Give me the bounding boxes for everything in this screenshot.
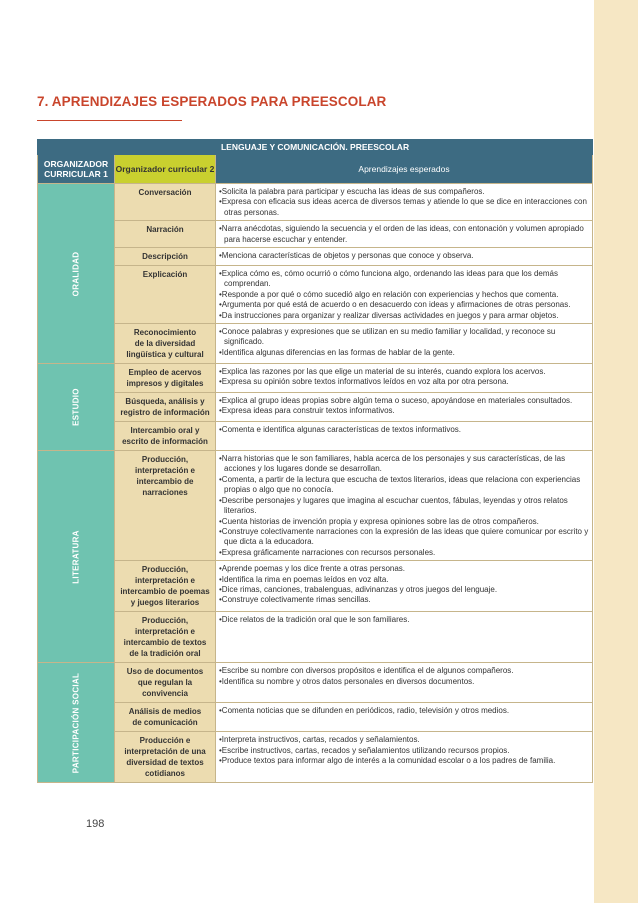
organizer-2-cell: [115, 561, 216, 612]
organizer-2-cell: [115, 364, 216, 393]
table-row: [38, 561, 593, 612]
expected-learnings-cell: [216, 364, 593, 393]
organizer-2-line: impresos y digitales: [126, 379, 204, 389]
table-row: [38, 612, 593, 663]
organizer-2-cell: [115, 732, 216, 783]
expected-learning-item: •Dice rimas, canciones, trabalenguas, adivinanzas y otros juegos del lenguaje.: [219, 584, 498, 594]
organizer-2-line: Explicación: [142, 270, 188, 280]
organizer-2-line: Descripción: [142, 252, 188, 262]
section-title: 7. APRENDIZAJES ESPERADOS PARA PREESCOLAR: [37, 94, 387, 109]
organizer-2-line: y juegos literarios: [130, 598, 200, 608]
organizer-2-line: lingüística y cultural: [126, 350, 204, 360]
expected-learning-item: •Construye colectivamente rimas sencillas.: [219, 595, 371, 605]
expected-learnings-cell: [216, 561, 593, 612]
expected-learnings-cell: [216, 324, 593, 364]
expected-learnings-cell: [216, 221, 593, 248]
organizer-2-cell: [115, 703, 216, 732]
expected-learning-item: •Explica al grupo ideas propias sobre algún tema o suceso, apoyándose en materiales consultados.: [219, 396, 573, 406]
expected-learnings-cell: [216, 393, 593, 422]
expected-learnings-cell: [216, 266, 593, 324]
expected-learning-item: •Expresa gráficamente narraciones con recursos personales.: [219, 547, 436, 557]
expected-learning-item: •Explica las razones por las que elige un material de su interés, cuando explora los acervos.: [219, 367, 546, 377]
organizer-1-label: ORALIDAD: [71, 251, 81, 296]
expected-learnings-cell: [216, 612, 593, 663]
organizer-2-line: interpretación e: [134, 627, 195, 637]
expected-learning-item: •Comenta, a partir de la lectura que escucha de textos literarios, ideas que relaciona con experiencias propias o algo que no conocía.: [219, 474, 581, 495]
expected-learning-item: •Expresa con eficacia sus ideas acerca de diversos temas y atiende lo que se dice en interacciones con otras personas.: [219, 197, 587, 217]
organizer-2-line: convivencia: [142, 689, 188, 699]
expected-learning-item: •Argumenta por qué está de acuerdo o en desacuerdo con ideas y afirmaciones de otras personas.: [219, 300, 571, 310]
organizer-2-line: intercambio de: [136, 477, 194, 487]
expected-learning-item: •Interpreta instructivos, cartas, recados y señalamientos.: [219, 735, 420, 745]
organizer-1-label: LITERATURA: [71, 529, 81, 584]
organizer-2-line: Búsqueda, análisis y: [125, 397, 205, 407]
expected-learning-item: •Describe personajes y lugares que imagina al escuchar cuentos, fábulas, leyendas y otros relatos literarios.: [219, 495, 568, 516]
expected-learning-item: •Solicita la palabra para participar y escucha las ideas de sus compañeros.: [219, 187, 485, 196]
table-row: [38, 663, 593, 703]
expected-learning-item: •Identifica algunas diferencias en las formas de hablar de la gente.: [219, 347, 455, 357]
expected-learning-item: •Expresa su opinión sobre textos informativos leídos en voz alta por otra persona.: [219, 377, 509, 387]
expected-learnings-cell: [216, 732, 593, 783]
expected-learning-item: •Explica cómo es, cómo ocurrió o cómo funciona algo, ordenando las ideas para que los demás comprendan.: [219, 269, 558, 289]
expected-learning-item: •Cuenta historias de invención propia y expresa opiniones sobre las de otros compañeros.: [219, 516, 539, 526]
expected-learning-item: •Identifica la rima en poemas leídos en voz alta.: [219, 574, 389, 584]
expected-learning-item: •Escribe instructivos, cartas, recados y señalamientos utilizando recursos propios.: [219, 745, 510, 755]
organizer-2-line: Producción,: [141, 455, 189, 465]
organizer-2-line: narraciones: [142, 488, 188, 498]
table-row: [38, 248, 593, 266]
expected-learning-item: •Expresa ideas para construir textos informativos.: [219, 406, 395, 416]
organizer-2-line: interpretación de una: [124, 747, 206, 757]
expected-learning-item: •Comenta e identifica algunas características de textos informativos.: [219, 425, 462, 435]
organizer-2-cell: [115, 422, 216, 451]
organizer-2-line: Producción e: [139, 736, 191, 746]
organizer-2-line: interpretación e: [134, 576, 195, 586]
title-underline: [37, 120, 182, 121]
expected-learning-item: •Da instrucciones para organizar y realizar diversas actividades en juegos y para armar objetos.: [219, 310, 559, 320]
expected-learnings-cell: [216, 184, 593, 221]
organizer-2-line: Conversación: [138, 188, 192, 197]
organizer-2-line: Uso de documentos: [126, 667, 204, 677]
table-row: [38, 451, 593, 561]
organizer-2-line: intercambio de textos: [123, 638, 207, 648]
side-color-band: [594, 0, 638, 903]
organizer-2-line: intercambio de poemas: [120, 587, 210, 597]
organizer-1-label: ESTUDIO: [71, 388, 81, 426]
header-expected-learnings: Aprendizajes esperados: [216, 155, 593, 184]
expected-learning-item: •Menciona características de objetos y personas que conoce y observa.: [219, 251, 474, 261]
organizer-2-line: de la tradición oral: [129, 649, 201, 659]
organizer-2-line: Narración: [146, 225, 184, 235]
header-organizer-2: Organizador curricular 2: [115, 155, 216, 184]
organizer-2-line: Producción,: [141, 616, 189, 626]
table-row: [38, 364, 593, 393]
organizer-2-line: de la diversidad: [134, 339, 196, 349]
expected-learnings-cell: [216, 663, 593, 703]
organizer-2-cell: [115, 663, 216, 703]
organizer-1-label: PARTICIPACIÓN SOCIAL: [71, 672, 81, 773]
expected-learnings-cell: [216, 422, 593, 451]
table-row: [38, 324, 593, 364]
expected-learning-item: •Narra historias que le son familiares, habla acerca de los personajes y sus características, de las acciones y los lugares donde se desarrollan.: [219, 454, 566, 474]
table-band-title: LENGUAJE Y COMUNICACIÓN. PREESCOLAR: [38, 140, 593, 155]
expected-learning-item: •Produce textos para informar algo de interés a la comunidad escolar o a los padres de familia.: [219, 755, 556, 765]
organizer-2-line: Análisis de medios: [128, 707, 202, 717]
organizer-2-cell: [115, 221, 216, 248]
organizer-1-cell: [38, 663, 115, 783]
expected-learnings-cell: [216, 248, 593, 266]
organizer-2-line: registro de información: [120, 408, 210, 418]
page-number: 198: [86, 818, 105, 830]
organizer-2-line: que regulan la: [137, 678, 193, 688]
organizer-2-cell: [115, 266, 216, 324]
organizer-2-line: Reconocimiento: [133, 328, 197, 338]
expected-learning-item: •Escribe su nombre con diversos propósitos e identifica el de algunos compañeros.: [219, 666, 514, 676]
organizer-2-line: Intercambio oral y: [130, 426, 200, 436]
organizer-1-cell: [38, 364, 115, 451]
organizer-1-cell: [38, 184, 115, 364]
expected-learning-item: •Dice relatos de la tradición oral que le son familiares.: [219, 615, 410, 625]
expected-learnings-cell: [216, 451, 593, 561]
expected-learning-item: •Narra anécdotas, siguiendo la secuencia y el orden de las ideas, con entonación y volumen apropiado para hacerse escuchar y entender.: [219, 224, 584, 244]
organizer-2-line: escrito de información: [122, 437, 208, 447]
table-row: [38, 422, 593, 451]
table-row: [38, 184, 593, 221]
table-row: [38, 732, 593, 783]
organizer-2-line: diversidad de textos: [126, 758, 204, 768]
organizer-2-cell: [115, 324, 216, 364]
organizer-2-cell: [115, 184, 216, 221]
expected-learnings-cell: [216, 703, 593, 732]
organizer-2-cell: [115, 451, 216, 561]
organizer-2-line: interpretación e: [134, 466, 195, 476]
organizer-2-cell: [115, 612, 216, 663]
table-row: [38, 393, 593, 422]
table-row: [38, 266, 593, 324]
table-row: [38, 221, 593, 248]
learning-table: [37, 139, 592, 783]
organizer-2-line: de comunicación: [132, 718, 198, 728]
organizer-2-line: Empleo de acervos: [128, 368, 202, 378]
organizer-2-line: Producción,: [141, 565, 189, 575]
expected-learning-item: •Comenta noticias que se difunden en periódicos, radio, televisión y otros medios.: [219, 706, 510, 716]
expected-learning-item: •Identifica su nombre y otros datos personales en diversos documentos.: [219, 676, 475, 686]
organizer-2-cell: [115, 248, 216, 266]
expected-learning-item: •Conoce palabras y expresiones que se utilizan en su medio familiar y localidad, y reconoce su significado.: [219, 327, 556, 347]
table-row: [38, 703, 593, 732]
expected-learning-item: •Construye colectivamente narraciones con la expresión de las ideas que quiere comunicar por escrito y que dicta a la educadora.: [219, 526, 589, 547]
expected-learning-item: •Responde a por qué o cómo sucedió algo en relación con experiencias y hechos que comenta.: [219, 289, 559, 299]
expected-learning-item: •Aprende poemas y los dice frente a otras personas.: [219, 564, 406, 574]
organizer-2-line: cotidianos: [144, 769, 185, 779]
organizer-2-cell: [115, 393, 216, 422]
organizer-1-cell: [38, 451, 115, 663]
header-organizer-1: ORGANIZADOR CURRICULAR 1: [38, 155, 115, 184]
